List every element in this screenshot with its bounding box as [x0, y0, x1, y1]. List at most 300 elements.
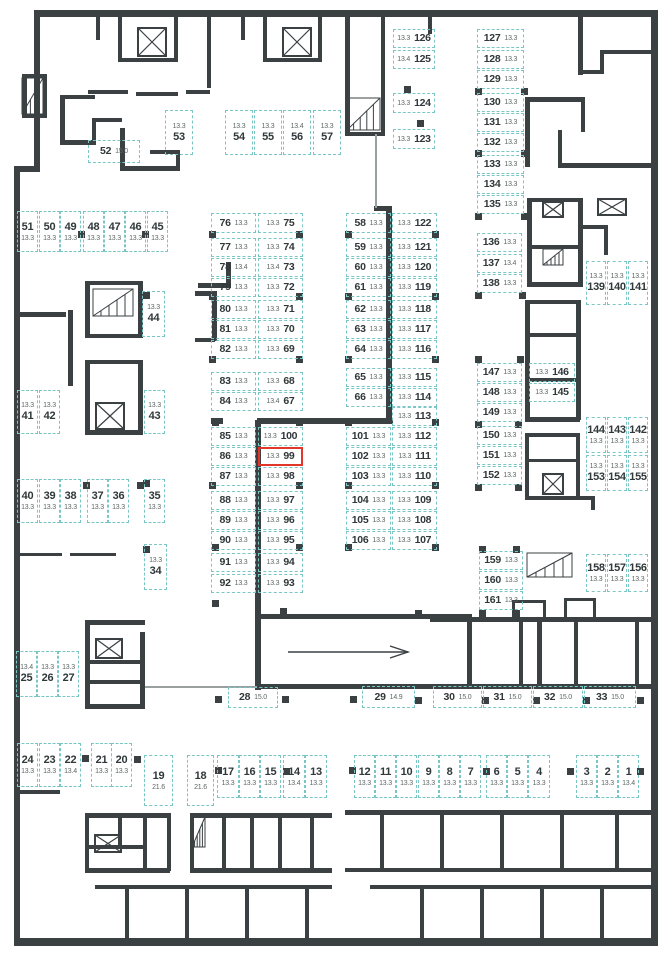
spot-number: 60	[354, 261, 366, 274]
parking-spot-77[interactable]	[211, 238, 256, 257]
spot-size: 13.3	[504, 557, 518, 564]
parking-spot-85[interactable]	[211, 427, 256, 446]
spot-number: 55	[262, 130, 274, 143]
spot-number: 24	[21, 754, 34, 766]
parking-spot-139[interactable]	[586, 261, 606, 305]
spot-size: 13.3	[369, 244, 383, 251]
parking-spot-151[interactable]	[477, 446, 522, 465]
spot-size: 13.3	[398, 346, 411, 353]
parking-spot-11[interactable]	[375, 755, 396, 798]
parking-spot-18[interactable]	[187, 755, 214, 806]
spot-size: 13.3	[112, 504, 125, 511]
parking-spot-121[interactable]	[392, 238, 437, 257]
parking-spot-79[interactable]	[211, 278, 256, 297]
parking-spot-102[interactable]	[346, 447, 391, 466]
parking-spot-113[interactable]	[392, 407, 437, 426]
parking-spot-39[interactable]	[39, 479, 60, 523]
parking-spot-112[interactable]	[392, 427, 437, 446]
parking-spot-20[interactable]	[111, 743, 132, 787]
parking-spot-84[interactable]	[211, 392, 256, 411]
spot-number: 147	[482, 366, 500, 379]
spot-size: 13.3	[147, 304, 160, 311]
parking-spot-160[interactable]	[479, 571, 523, 590]
parking-spot-90[interactable]	[211, 531, 256, 550]
parking-spot-117[interactable]	[392, 320, 437, 339]
spot-number: 25	[20, 672, 33, 684]
spot-size: 13.3	[261, 122, 275, 130]
spot-number: 54	[233, 130, 245, 143]
spot-size: 13.3	[234, 284, 248, 291]
parking-spot-5[interactable]	[507, 755, 528, 798]
parking-spot-56[interactable]	[283, 110, 311, 155]
spot-size: 13.3	[64, 234, 77, 242]
spot-number: 142	[629, 424, 647, 436]
spot-size: 13.4	[622, 779, 635, 787]
parking-spot-10[interactable]	[396, 755, 417, 798]
parking-spot-67[interactable]	[258, 392, 303, 411]
parking-spot-87[interactable]	[211, 467, 256, 486]
spot-number: 77	[219, 241, 231, 254]
parking-spot-131[interactable]	[477, 113, 524, 132]
spot-number: 101	[351, 430, 369, 443]
spot-number: 12	[358, 765, 371, 778]
spot-number: 138	[482, 277, 500, 290]
spot-size: 15.0	[254, 694, 267, 701]
spot-number: 146	[552, 366, 569, 379]
spot-size: 13.3	[108, 234, 121, 242]
parking-spot-26[interactable]	[37, 651, 58, 697]
spot-number: 137	[482, 257, 500, 270]
spot-number: 10	[400, 765, 413, 778]
parking-spot-38[interactable]	[60, 479, 81, 523]
parking-spot-74[interactable]	[258, 238, 303, 257]
spot-number: 64	[354, 343, 366, 356]
parking-spot-53[interactable]	[165, 110, 193, 155]
parking-spot-35[interactable]	[144, 479, 165, 523]
spot-number: 124	[414, 96, 431, 109]
parking-spot-134[interactable]	[477, 175, 524, 194]
spot-size: 13.3	[589, 438, 603, 445]
spot-number: 99	[283, 450, 295, 463]
spot-number: 14	[288, 765, 300, 778]
spot-number: 13	[310, 765, 322, 778]
parking-spot-32[interactable]	[533, 686, 583, 708]
parking-spot-3[interactable]	[576, 755, 597, 798]
spot-size: 13.3	[504, 181, 518, 188]
spot-size: 13.4	[20, 664, 33, 671]
parking-spot-115[interactable]	[392, 368, 437, 387]
parking-spot-33[interactable]	[584, 686, 636, 708]
spot-size: 13.3	[398, 413, 411, 420]
parking-spot-44[interactable]	[142, 291, 165, 337]
parking-spot-99[interactable]	[258, 447, 303, 466]
spot-size: 13.3	[398, 374, 411, 381]
spot-number: 141	[629, 281, 647, 293]
parking-spot-159[interactable]	[479, 551, 523, 570]
spot-size: 13.3	[369, 306, 383, 313]
spot-size: 13.3	[369, 346, 383, 353]
spot-size: 13.3	[43, 768, 56, 775]
spot-number: 84	[219, 395, 231, 408]
parking-spot-16[interactable]	[239, 755, 260, 798]
spot-number: 67	[283, 395, 295, 408]
parking-spot-40[interactable]	[17, 479, 38, 523]
parking-spot-48[interactable]	[83, 211, 104, 252]
spot-size: 13.3	[503, 369, 517, 376]
parking-spot-96[interactable]	[258, 511, 303, 530]
spot-number: 100	[280, 430, 298, 443]
spot-number: 11	[379, 765, 392, 778]
spot-size: 13.3	[398, 326, 411, 333]
parking-spot-23[interactable]	[39, 743, 60, 787]
spot-size: 13.3	[43, 402, 56, 409]
parking-spot-93[interactable]	[258, 574, 303, 593]
spot-number: 4	[536, 765, 542, 778]
parking-spot-31[interactable]	[483, 686, 532, 708]
spot-number: 103	[351, 470, 369, 483]
spot-number: 27	[62, 672, 75, 684]
spot-size: 13.3	[234, 378, 248, 385]
parking-spot-108[interactable]	[392, 511, 437, 530]
parking-spot-116[interactable]	[392, 340, 437, 359]
parking-spot-15[interactable]	[260, 755, 281, 798]
parking-spot-30[interactable]	[433, 686, 482, 708]
parking-spot-119[interactable]	[392, 278, 437, 297]
spot-number: 69	[283, 343, 295, 356]
spot-number: 62	[354, 303, 366, 316]
parking-spot-52[interactable]	[88, 140, 140, 163]
parking-spot-73[interactable]	[258, 258, 303, 277]
spot-size: 13.3	[397, 244, 411, 251]
parking-spot-156[interactable]	[628, 554, 648, 592]
spot-number: 33	[596, 690, 608, 703]
spot-size: 13.3	[234, 306, 248, 313]
parking-spot-37[interactable]	[87, 479, 108, 523]
parking-spot-47[interactable]	[104, 211, 125, 252]
spot-size: 13.3	[234, 398, 248, 405]
parking-spot-158[interactable]	[586, 554, 606, 592]
parking-spot-124[interactable]	[393, 93, 435, 113]
spot-size: 21.6	[152, 783, 165, 791]
parking-spot-125[interactable]	[393, 50, 435, 69]
parking-spot-14[interactable]	[283, 755, 305, 798]
spot-size: 13.3	[610, 576, 624, 583]
spot-size: 13.3	[397, 264, 411, 271]
stairs-icon	[527, 553, 572, 577]
spot-number: 129	[483, 73, 501, 86]
spot-number: 95	[283, 534, 295, 547]
spot-size: 13.3	[234, 473, 248, 480]
parking-spot-161[interactable]	[479, 591, 523, 610]
parking-spot-132[interactable]	[477, 133, 524, 152]
parking-spot-12[interactable]	[354, 755, 375, 798]
parking-spot-72[interactable]	[258, 278, 303, 297]
spot-number: 32	[544, 690, 556, 703]
parking-spot-137[interactable]	[477, 254, 522, 273]
parking-spot-83[interactable]	[211, 372, 256, 391]
spot-size: 13.3	[266, 580, 280, 587]
spot-size: 13.3	[503, 409, 517, 416]
spot-size: 13.3	[115, 768, 128, 775]
parking-spot-142[interactable]	[628, 417, 648, 453]
spot-number: 133	[483, 158, 501, 171]
spot-number: 102	[351, 450, 369, 463]
spot-size: 13.4	[290, 122, 304, 130]
parking-spot-57[interactable]	[313, 110, 341, 155]
parking-spot-54[interactable]	[225, 110, 253, 155]
parking-spot-129[interactable]	[477, 70, 524, 89]
spot-size: 13.3	[234, 433, 248, 440]
spot-number: 152	[482, 469, 500, 482]
parking-spot-154[interactable]	[607, 455, 627, 491]
spot-number: 111	[415, 450, 431, 463]
spot-number: 59	[354, 241, 366, 254]
parking-spot-106[interactable]	[346, 531, 391, 550]
parking-spot-55[interactable]	[254, 110, 282, 155]
parking-spot-7[interactable]	[460, 755, 481, 798]
spot-size: 13.3	[511, 779, 524, 787]
spot-number: 125	[414, 53, 431, 66]
parking-spot-29[interactable]	[362, 686, 415, 708]
parking-spot-69[interactable]	[258, 340, 303, 359]
parking-spot-111[interactable]	[392, 447, 437, 466]
parking-spot-118[interactable]	[392, 300, 437, 319]
spot-number: 28	[239, 691, 251, 704]
spot-size: 13.3	[398, 453, 412, 460]
parking-spot-101[interactable]	[346, 427, 391, 446]
parking-spot-147[interactable]	[477, 363, 522, 382]
spot-number: 66	[354, 391, 366, 404]
parking-spot-43[interactable]	[144, 390, 165, 434]
spot-size: 13.3	[43, 234, 56, 242]
parking-spot-88[interactable]	[211, 491, 256, 510]
parking-spot-148[interactable]	[477, 383, 522, 402]
parking-spot-145[interactable]	[529, 383, 575, 402]
parking-spot-60[interactable]	[346, 258, 391, 277]
spot-size: 13.3	[234, 453, 248, 460]
elevator-icon	[96, 639, 122, 658]
parking-spot-80[interactable]	[211, 300, 256, 319]
parking-spot-152[interactable]	[477, 466, 522, 485]
parking-spot-64[interactable]	[346, 340, 391, 359]
parking-spot-95[interactable]	[258, 531, 303, 550]
spot-number: 40	[21, 490, 34, 502]
parking-spot-133[interactable]	[477, 155, 524, 174]
parking-spot-4[interactable]	[528, 755, 550, 798]
parking-spot-109[interactable]	[392, 491, 437, 510]
parking-spot-146[interactable]	[529, 363, 575, 382]
parking-spot-45[interactable]	[147, 211, 168, 252]
parking-spot-36[interactable]	[108, 479, 129, 523]
spot-number: 135	[483, 198, 501, 211]
spot-number: 115	[414, 371, 431, 384]
spot-number: 149	[482, 406, 500, 419]
spot-size: 13.4	[266, 398, 280, 405]
parking-spot-76[interactable]	[211, 213, 256, 233]
spot-number: 71	[283, 303, 295, 316]
spot-size: 13.3	[372, 517, 386, 524]
spot-number: 140	[608, 281, 626, 293]
parking-spot-71[interactable]	[258, 300, 303, 319]
parking-spot-27[interactable]	[58, 651, 79, 697]
spot-number: 79	[219, 281, 231, 294]
parking-spot-86[interactable]	[211, 447, 256, 466]
spot-number: 9	[425, 765, 432, 778]
parking-spot-6[interactable]	[486, 755, 507, 798]
spot-size: 13.3	[610, 273, 624, 280]
parking-spot-104[interactable]	[346, 491, 391, 510]
parking-spot-61[interactable]	[346, 278, 391, 297]
spot-number: 128	[483, 53, 501, 66]
parking-spot-100[interactable]	[258, 427, 303, 446]
spot-size: 15.0	[458, 693, 472, 701]
parking-spot-155[interactable]	[628, 455, 648, 491]
spot-size: 13.3	[589, 273, 603, 280]
spot-number: 48	[87, 220, 100, 233]
parking-spot-46[interactable]	[125, 211, 146, 252]
parking-spot-17[interactable]	[217, 755, 239, 798]
spot-size: 13.3	[490, 779, 503, 787]
spot-size: 13.3	[631, 463, 645, 470]
parking-spot-81[interactable]	[211, 320, 256, 339]
spot-size: 13.3	[532, 779, 546, 787]
spot-size: 13.3	[398, 394, 411, 401]
parking-spot-49[interactable]	[60, 211, 81, 252]
parking-spot-149[interactable]	[477, 403, 522, 422]
spot-number: 87	[219, 470, 231, 483]
spot-number: 153	[587, 471, 605, 483]
spot-number: 5	[514, 765, 521, 778]
parking-spot-92[interactable]	[211, 574, 256, 593]
spot-number: 136	[482, 236, 500, 249]
elevator-icon	[543, 474, 563, 494]
spot-size: 13.3	[535, 369, 549, 376]
parking-spot-28[interactable]	[228, 687, 278, 708]
spot-size: 15.0	[559, 693, 572, 701]
spot-size: 13.3	[266, 219, 280, 227]
spot-number: 91	[219, 556, 231, 569]
drive-direction-arrow	[288, 646, 408, 658]
parking-spot-66[interactable]	[346, 388, 391, 407]
parking-spot-97[interactable]	[258, 491, 303, 510]
parking-spot-103[interactable]	[346, 467, 391, 486]
parking-spot-22[interactable]	[60, 743, 81, 787]
parking-spot-128[interactable]	[477, 50, 524, 69]
parking-spot-82[interactable]	[211, 340, 256, 359]
parking-spot-140[interactable]	[607, 261, 627, 305]
parking-spot-114[interactable]	[392, 388, 437, 407]
spot-size: 13.3	[535, 389, 549, 396]
parking-spot-130[interactable]	[477, 93, 524, 112]
spot-number: 73	[283, 261, 295, 274]
spot-number: 154	[608, 471, 626, 483]
parking-spot-126[interactable]	[393, 29, 435, 48]
spot-number: 112	[414, 430, 431, 443]
parking-spot-8[interactable]	[439, 755, 460, 798]
parking-spot-123[interactable]	[393, 129, 435, 149]
parking-spot-65[interactable]	[346, 368, 391, 387]
parking-spot-78[interactable]	[211, 258, 256, 277]
parking-spot-19[interactable]	[144, 755, 173, 806]
parking-spot-25[interactable]	[16, 651, 37, 697]
spot-size: 13.3	[266, 284, 280, 291]
parking-spot-58[interactable]	[346, 213, 391, 233]
spot-size: 13.3	[372, 473, 386, 480]
spot-number: 21	[95, 754, 108, 766]
parking-spot-51[interactable]	[17, 211, 38, 252]
elevator-icon	[138, 28, 166, 56]
parking-spot-2[interactable]	[597, 755, 618, 798]
parking-spot-62[interactable]	[346, 300, 391, 319]
parking-spot-138[interactable]	[477, 274, 522, 293]
spot-size: 13.3	[369, 374, 383, 381]
parking-spot-110[interactable]	[392, 467, 437, 486]
parking-spot-1[interactable]	[618, 755, 639, 798]
parking-spot-107[interactable]	[392, 531, 437, 550]
parking-spot-21[interactable]	[91, 743, 112, 787]
parking-spot-136[interactable]	[477, 233, 522, 252]
parking-spot-59[interactable]	[346, 238, 391, 257]
spot-size: 13.3	[358, 779, 371, 787]
parking-spot-9[interactable]	[418, 755, 439, 798]
parking-spot-91[interactable]	[211, 553, 256, 572]
spot-size: 13.3	[148, 402, 161, 409]
spot-size: 13.3	[369, 264, 383, 271]
parking-spot-50[interactable]	[39, 211, 60, 252]
spot-size: 13.3	[464, 779, 477, 787]
parking-spot-75[interactable]	[258, 213, 303, 233]
parking-spot-143[interactable]	[607, 417, 627, 453]
parking-spot-34[interactable]	[144, 544, 167, 590]
parking-spot-122[interactable]	[392, 213, 437, 233]
spot-number: 31	[493, 690, 505, 703]
parking-spot-144[interactable]	[586, 417, 606, 453]
spot-number: 63	[354, 323, 366, 336]
spot-number: 120	[414, 261, 432, 274]
parking-spot-13[interactable]	[305, 755, 327, 798]
spot-size: 13.3	[148, 504, 161, 511]
parking-spot-94[interactable]	[258, 553, 303, 572]
spot-number: 92	[219, 577, 231, 590]
spot-size: 13.3	[149, 557, 162, 564]
parking-spot-70[interactable]	[258, 320, 303, 339]
parking-spot-135[interactable]	[477, 195, 524, 214]
spot-number: 93	[283, 577, 295, 590]
parking-spot-63[interactable]	[346, 320, 391, 339]
parking-spot-89[interactable]	[211, 511, 256, 530]
parking-spot-153[interactable]	[586, 455, 606, 491]
parking-spot-127[interactable]	[477, 29, 524, 48]
parking-spot-42[interactable]	[39, 390, 60, 434]
spot-size: 13.3	[266, 517, 280, 524]
parking-spot-41[interactable]	[17, 390, 38, 434]
spot-number: 97	[283, 494, 295, 507]
spot-size: 13.3	[266, 497, 280, 504]
parking-spot-157[interactable]	[607, 554, 627, 592]
spot-number: 83	[219, 375, 231, 388]
parking-spot-68[interactable]	[258, 372, 303, 391]
parking-spot-98[interactable]	[258, 467, 303, 486]
spot-size: 13.3	[234, 244, 248, 251]
spot-size: 13.3	[504, 56, 518, 63]
spot-number: 29	[374, 690, 386, 703]
parking-spot-105[interactable]	[346, 511, 391, 530]
spot-number: 134	[483, 178, 501, 191]
parking-spot-150[interactable]	[477, 426, 522, 445]
parking-spot-24[interactable]	[17, 743, 38, 787]
parking-spot-141[interactable]	[628, 261, 648, 305]
parking-spot-120[interactable]	[392, 258, 437, 277]
